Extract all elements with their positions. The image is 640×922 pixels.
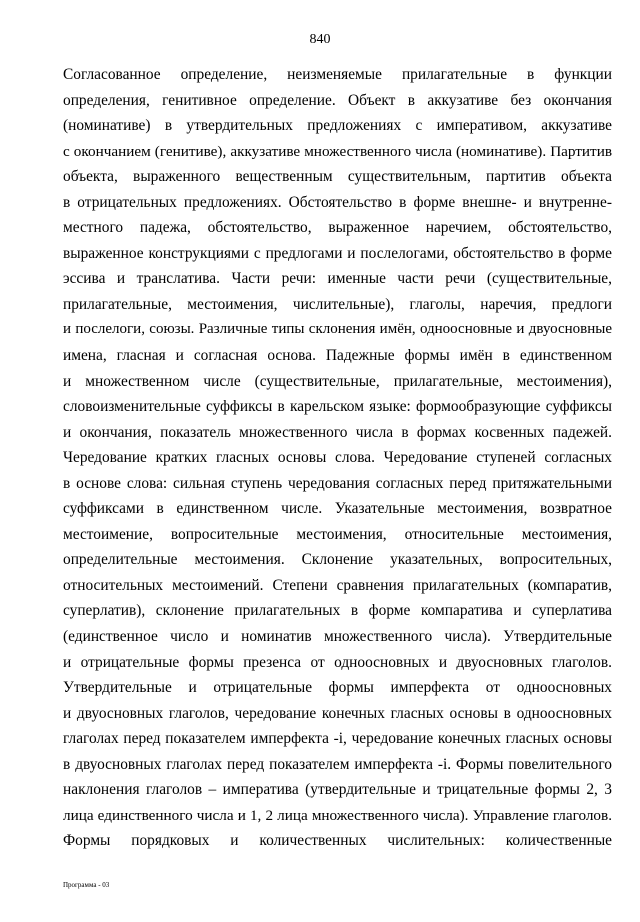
text-line: и отрицательные формы презенса от одноосновных и двуосновных глаголов.: [63, 653, 612, 671]
text-line: лица единственного числа и 1, 2 лица множественного числа). Управление глаголов.: [63, 806, 612, 824]
text-line: и двуосновных глаголов, чередование конечных гласных основы в одноосновных: [63, 704, 612, 722]
text-line: определения, генитивное определение. Объект в аккузативе без окончания: [63, 91, 612, 109]
page-number: 840: [309, 32, 331, 47]
text-line: суффиксами в единственном числе. Указательные местоимения, возвратное: [63, 500, 612, 518]
text-line: Утвердительные и отрицательные формы имперфекта от одноосновных: [63, 679, 612, 697]
text-line: с окончанием (генитиве), аккузативе множественного числа (номинативе). Партитив: [63, 142, 612, 160]
text-line: определительные местоимения. Склонение указательных, вопросительных,: [63, 551, 612, 569]
text-line: наклонения глаголов – императива (утвердительные и трицательные формы 2, 3: [63, 781, 612, 799]
text-line: эссива и транслатива. Части речи: именные части речи (существительные,: [63, 270, 612, 288]
text-line: в отрицательных предложениях. Обстоятельство в форме внешне- и внутренне-: [63, 193, 612, 211]
text-line: Согласованное определение, неизменяемые прилагательные в функции: [63, 66, 612, 83]
text-line: и послелоги, союзы. Различные типы склонения имён, одноосновные и двуосновные: [63, 321, 612, 338]
text-line: объекта, выраженного вещественным существительным, партитив объекта: [63, 168, 612, 186]
text-line: имена, гласная и согласная основа. Падежные формы имён в единственном: [63, 347, 612, 365]
text-line: Чередование кратких гласных основы слова. Чередование ступеней согласных: [63, 449, 612, 467]
text-line: и множественном числе (существительные, прилагательные, местоимения),: [63, 372, 612, 390]
text-line: (номинативе) в утвердительных предложениях с императивом, аккузативе: [63, 117, 612, 135]
text-line: местоимение, вопросительные местоимения, относительные местоимения,: [63, 525, 612, 543]
text-line: словоизменительные суффиксы в карельском языке: формообразующие суффиксы: [63, 398, 612, 416]
text-line: и окончания, показатель множественного числа в формах косвенных падежей.: [63, 423, 612, 441]
text-line: в двуосновных глаголах перед показателем имперфекта -i. Формы повелительного: [63, 755, 612, 773]
text-line: суперлатив), склонение прилагательных в форме компаратива и суперлатива: [63, 602, 612, 620]
text-line: относительных местоимений. Степени сравнения прилагательных (компаратив,: [63, 576, 612, 594]
text-line: (единственное число и номинатив множественного числа). Утвердительные: [63, 628, 612, 646]
footer-program-label: Программа - 03: [63, 881, 110, 889]
text-line: в основе слова: сильная ступень чередования согласных перед притяжательными: [63, 474, 612, 492]
text-line: выраженное конструкциями с предлогами и послелогами, обстоятельство в форме: [63, 244, 612, 262]
body-text: [63, 62, 612, 854]
text-line: глаголах перед показателем имперфекта -i, чередование конечных гласных основы: [63, 730, 612, 748]
text-line: прилагательные, местоимения, числительные), глаголы, наречия, предлоги: [63, 295, 612, 313]
text-line: Формы порядковых и количественных числительных: количественные: [63, 832, 612, 850]
text-line: местного падежа, обстоятельство, выраженное наречием, обстоятельство,: [63, 219, 612, 237]
